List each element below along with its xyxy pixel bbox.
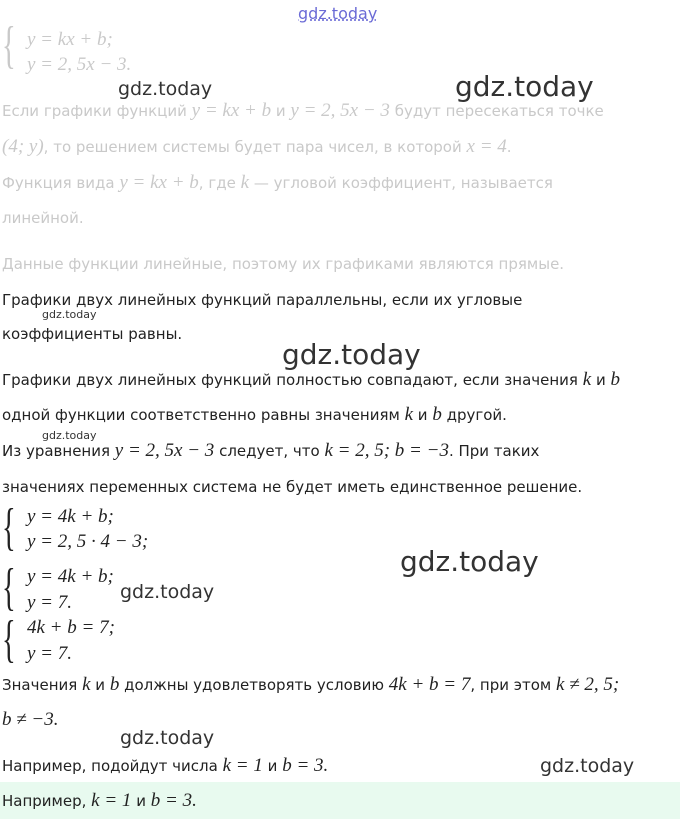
paragraph: Графики двух линейных функций параллельны, если их угловые — [2, 291, 523, 309]
answer-text: Например, k = 1 и b = 3. — [2, 790, 197, 811]
system-line: y = kx + b; — [27, 29, 113, 50]
watermark: gdz.today — [455, 70, 594, 103]
system-brace-icon: { — [2, 559, 16, 616]
watermark: gdz.today — [540, 755, 635, 777]
paragraph: коэффициенты равны. — [2, 325, 183, 343]
system-line: 4k + b = 7; — [27, 617, 115, 638]
watermark: gdz.today — [42, 308, 97, 321]
watermark: gdz.today — [42, 429, 97, 442]
paragraph: b ≠ −3. — [2, 709, 59, 730]
faded-paragraph: Данные функции линейные, поэтому их графиками являются прямые. — [2, 255, 565, 273]
system-brace-icon: { — [2, 611, 16, 668]
watermark: gdz.today — [282, 338, 421, 371]
paragraph: Графики двух линейных функций полностью совпадают, если значения k и b — [2, 369, 620, 390]
system-line: y = 7. — [27, 592, 73, 613]
paragraph: Значения k и b должны удовлетворять условию 4k + b = 7, при этом k ≠ 2, 5; — [2, 674, 620, 695]
watermark: gdz.today — [120, 727, 215, 749]
system-line: y = 7. — [27, 643, 73, 664]
system-line: y = 2, 5x − 3. — [27, 54, 132, 75]
paragraph: Например, подойдут числа k = 1 и b = 3. — [2, 755, 329, 776]
watermark-top[interactable]: gdz.today — [298, 4, 378, 23]
system-line: y = 2, 5 · 4 − 3; — [27, 531, 149, 552]
system-brace-icon: { — [2, 17, 16, 74]
faded-paragraph: (4; y), то решением системы будет пара чисел, в которой x = 4. — [2, 136, 512, 157]
faded-paragraph: Функция вида y = kx + b, где k — угловой коэффициент, называется — [2, 172, 553, 193]
system-line: y = 4k + b; — [27, 566, 114, 587]
paragraph: значениях переменных система не будет иметь единственное решение. — [2, 478, 583, 496]
paragraph: одной функции соответственно равны значениям k и b другой. — [2, 404, 507, 425]
paragraph: Из уравнения y = 2, 5x − 3 следует, что k = 2, 5; b = −3. При таких — [2, 440, 540, 461]
system-line: y = 4k + b; — [27, 506, 114, 527]
watermark: gdz.today — [120, 581, 215, 603]
watermark: gdz.today — [118, 78, 213, 100]
faded-paragraph: линейной. — [2, 209, 84, 227]
watermark: gdz.today — [400, 545, 539, 578]
faded-paragraph: Если графики функций y = kx + b и y = 2, 5x − 3 будут пересекаться точке — [2, 100, 604, 121]
system-brace-icon: { — [2, 499, 16, 556]
